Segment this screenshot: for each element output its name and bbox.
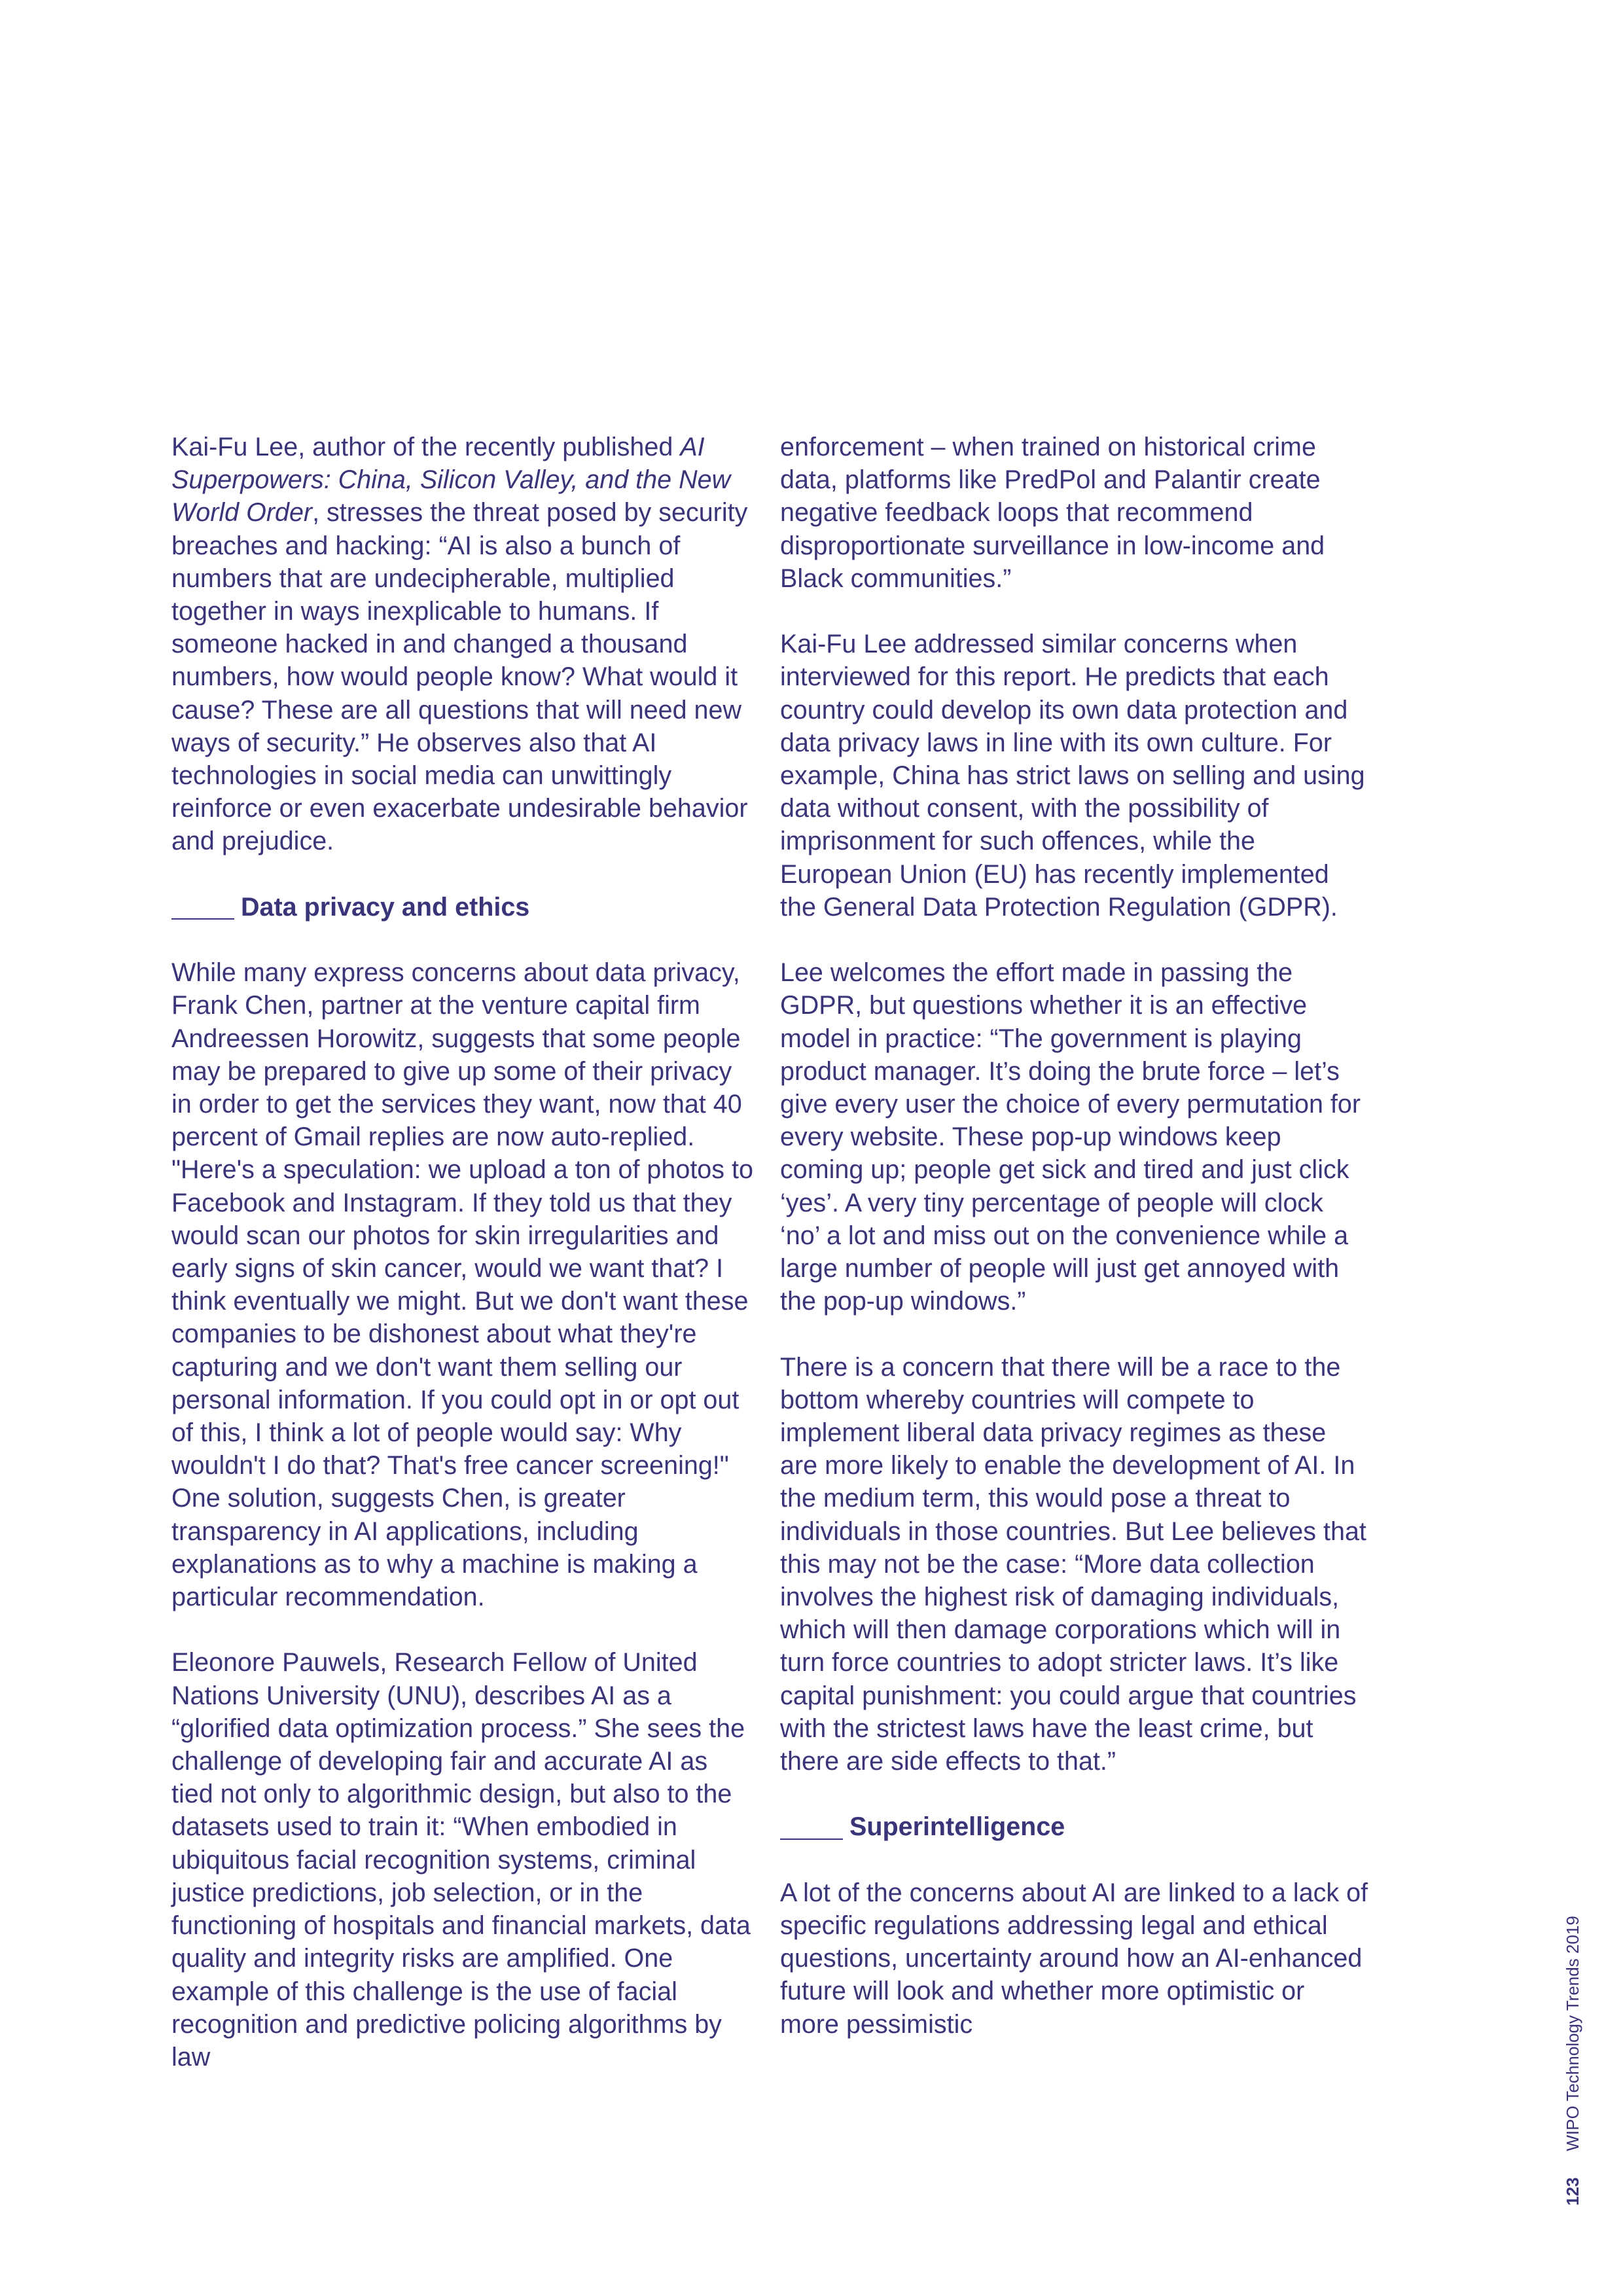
paragraph-text: Kai-Fu Lee, author of the recently published [171, 433, 681, 461]
paragraph-kai-fu-lee-security [171, 431, 754, 858]
page-number: 123 [1563, 2177, 1582, 2206]
paragraph-enforcement: enforcement – when trained on historical crime data, platforms like PredPol and Palantir create negative feedback loops that recommend disproportionate surveillance in low-income and Black communities.” [780, 433, 1325, 593]
right-column [780, 431, 1369, 2041]
publication-title: WIPO Technology Trends 2019 [1563, 1916, 1582, 2151]
paragraph-frank-chen: While many express concerns about data privacy, Frank Chen, partner at the venture capital firm Andreessen Horowitz, suggests that some people may be prepared to give up some of their privacy in order to get the services they want, now that 40 percent of Gmail replies are now auto-replied. "Here's a speculation: we upload a ton of photos to Facebook and Instagram. If they told us that they would scan our photos for skin irregularities and early signs of skin cancer, would we want that? I think eventually we might. But we don't want these companies to be dishonest about what they're capturing and we don't want them selling our personal information. If you could opt in or opt out of this, I think a lot of people would say: Why wouldn't I do that? That's free cancer screening!" One solution, suggests Chen, is greater transparency in AI applications, including explanations as to why a machine is making a particular recommendation. [171, 958, 753, 1612]
page-footer [1563, 1916, 1583, 2206]
left-column [171, 431, 754, 2073]
paragraph-text: , stresses the threat posed by security breaches and hacking: “AI is also a bunch of numbers that are undecipherable, multiplied together in ways inexplicable to humans. If someone hacked in and changed a thousand numbers, how would people know? What would it cause? These are all questions that will need new ways of security.” He observes also that AI technologies in social media can unwittingly reinforce or even exacerbate undesirable behavior and prejudice. [171, 498, 748, 856]
book-title: AI Superpowers: China, Silicon Valley, and the New World Order [171, 433, 731, 528]
paragraph-eleonore-pauwels: Eleonore Pauwels, Research Fellow of United Nations University (UNU), describes AI as a “glorified data optimization process.” She sees the challenge of developing fair and accurate AI as tied not only to algorithmic design, but also to the datasets used to train it: “When embodied in ubiquitous facial recognition systems, criminal justice predictions, job selection, or in the functioning of hospitals and financial markets, data quality and integrity risks are amplified. One example of this challenge is the use of facial recognition and predictive policing algorithms by law [171, 1648, 751, 2072]
paragraph-race-to-bottom: There is a concern that there will be a race to the bottom whereby countries will compete to implement liberal data privacy regimes as these are more likely to enable the development of AI. In the medium term, this would pose a threat to individuals in those countries. But Lee believes that this may not be the case: “More data collection involves the highest risk of damaging individuals, which will then damage corporations which will in turn force countries to adopt stricter laws. It’s like capital punishment: you could argue that countries with the strictest laws have the least crime, but there are side effects to that.” [780, 1352, 1366, 1776]
paragraph-ai-concerns: A lot of the concerns about AI are linked to a lack of specific regulations addressing legal and ethical questions, uncertainty around how an AI-enhanced future will look and whether more optimistic or more pessimistic [780, 1878, 1368, 2039]
section-heading-superintelligence: Superintelligence [780, 1810, 1369, 1843]
section-heading-data-privacy: Data privacy and ethics [171, 891, 754, 924]
paragraph-gdpr: Lee welcomes the effort made in passing the GDPR, but questions whether it is an effective model in practice: “The government is playing product manager. It’s doing the brute force – let’s give every user the choice of every permutation for every website. These pop-up windows keep coming up; people get sick and tired and just click ‘yes’. A very tiny percentage of people will clock ‘no’ a lot and miss out on the convenience while a large number of people will just get annoyed with the pop-up windows.” [780, 958, 1361, 1316]
paragraph-kai-fu-lee-interview: Kai-Fu Lee addressed similar concerns when interviewed for this report. He predicts that each country could develop its own data protection and data privacy laws in line with its own culture. For example, China has strict laws on selling and using data without consent, with the possibility of imprisonment for such offences, while the European Union (EU) has recently implemented the General Data Protection Regulation (GDPR). [780, 630, 1365, 922]
